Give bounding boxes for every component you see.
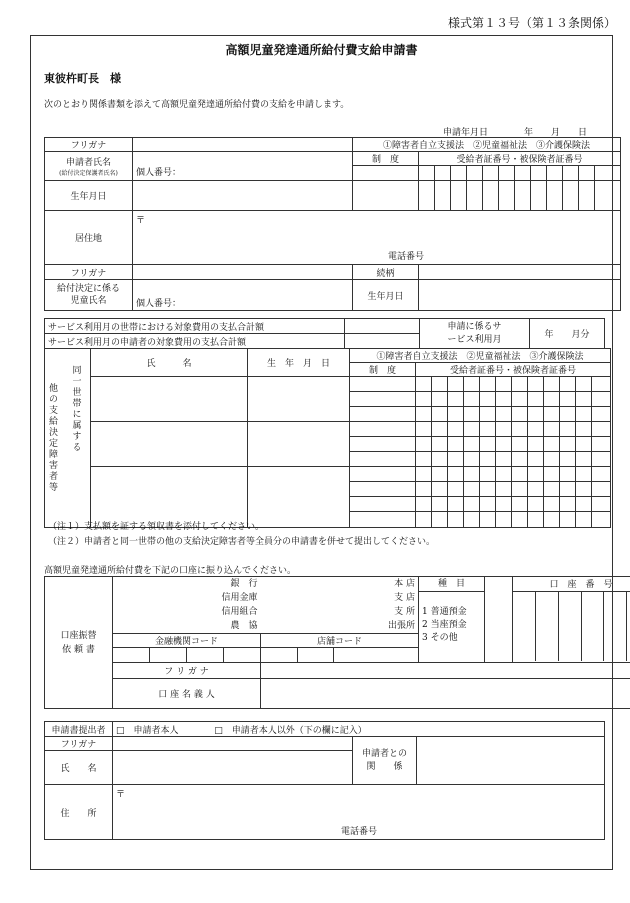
- member-birth-header: 生 年 月 日: [248, 349, 350, 377]
- submitter-other-checkbox[interactable]: □ 申請者本人以外（下の欄に記入）: [214, 725, 367, 736]
- notes: [48, 520, 435, 550]
- holder-furigana-field[interactable]: [261, 663, 630, 679]
- applicant-total-label: サービス利用月の申請者の対象費用の支払合計額: [45, 334, 345, 349]
- submitter-name-label: 氏 名: [45, 751, 113, 785]
- submitter-label: 申請書提出者: [45, 722, 113, 737]
- submitter-relation-label: 申請者との 関 係: [353, 737, 417, 785]
- submitter-furigana-field[interactable]: [113, 737, 353, 751]
- addressee: 東彼杵町長 様: [44, 72, 121, 85]
- account-holder-field[interactable]: [261, 679, 630, 709]
- branch-type-list[interactable]: 本 店 支 店 支 所 出張所: [261, 577, 419, 634]
- submitter-address-label: 住 所: [45, 785, 113, 840]
- account-number-header: 口 座 番 号: [513, 577, 630, 591]
- submitter-address-field[interactable]: 〒 電話番号: [113, 785, 605, 840]
- applicant-table: [44, 137, 621, 311]
- intro-text: 次のとおり関係書類を添えて高額児童発達通所給付費の支給を申請します。: [44, 100, 350, 110]
- member-system-header: 制 度: [350, 363, 416, 377]
- account-category[interactable]: 種 目 1 普通預金 2 当座預金 3 その他: [419, 577, 485, 663]
- totals-table: [44, 318, 605, 349]
- birth-field[interactable]: [133, 181, 353, 211]
- form-reference: 様式第１３号（第１３条関係）: [448, 16, 617, 30]
- application-date: 申請年月日 年 月 日: [443, 128, 588, 138]
- child-birth-field[interactable]: [419, 280, 621, 311]
- submitter-self-checkbox[interactable]: □ 申請者本人: [116, 725, 179, 736]
- other-members-label: 他の支給決定障害者等: [45, 349, 69, 528]
- submitter-furigana-label: フリガナ: [45, 737, 113, 751]
- submitter-relation-field[interactable]: [417, 737, 605, 785]
- furigana-field[interactable]: [133, 138, 353, 152]
- account-category-spacer: [485, 577, 513, 663]
- child-furigana-label: フリガナ: [45, 265, 133, 280]
- cert-number-header: 受給者証番号・被保険者証番号: [419, 152, 621, 166]
- institution-code-label: 金融機関コード: [113, 634, 261, 648]
- address-field[interactable]: 〒 電話番号: [133, 211, 621, 265]
- household-members-table: [44, 348, 611, 528]
- relation-label: 続柄: [353, 265, 419, 280]
- service-month-label: 申請に係るサ ービス利用月: [420, 319, 530, 349]
- household-total-field[interactable]: [345, 319, 420, 334]
- household-total-label: サービス利用月の世帯における対象費用の支払合計額: [45, 319, 345, 334]
- birth-label: 生年月日: [45, 181, 133, 211]
- member-law-header: ①障害者自立支援法 ②児童福祉法 ③介護保険法: [350, 349, 611, 363]
- bank-transfer-label: 口座振替 依 頼 書: [45, 577, 113, 709]
- applicant-total-field[interactable]: [345, 334, 420, 349]
- bank-table: [44, 576, 630, 709]
- note-1: （注１）支払額を証する領収書を添付してください。: [48, 522, 265, 532]
- member-name-header: 氏 名: [91, 349, 248, 377]
- submitter-options[interactable]: [113, 722, 605, 737]
- form-title: 高額児童発達通所給付費支給申請書: [225, 43, 418, 57]
- furigana-label: フリガナ: [45, 138, 133, 152]
- service-month-field[interactable]: 年 月分: [530, 319, 605, 349]
- submitter-name-field[interactable]: [113, 751, 353, 785]
- child-birth-label: 生年月日: [353, 280, 419, 311]
- holder-furigana-label: フ リ ガ ナ: [113, 663, 261, 679]
- account-holder-label: 口 座 名 義 人: [113, 679, 261, 709]
- bank-type-list[interactable]: 銀 行 信用金庫 信用組合 農 協: [113, 577, 261, 634]
- branch-code-label: 店舗コード: [261, 634, 419, 648]
- system-header: 制 度: [353, 152, 419, 166]
- member-cert-header: 受給者証番号・被保険者証番号: [416, 363, 611, 377]
- note-2: （注２）申請者と同一世帯の他の支給決定障害者等全員分の申請書を併せて提出してください。: [48, 537, 436, 547]
- child-furigana-field[interactable]: [133, 265, 353, 280]
- child-name-field[interactable]: 個人番号：: [133, 280, 353, 311]
- submitter-table: [44, 721, 605, 840]
- bank-intro: 高額児童発達通所給付費を下記の口座に振り込んでください。: [44, 566, 297, 576]
- account-number[interactable]: [513, 577, 630, 663]
- law-header: ①障害者自立支援法 ②児童福祉法 ③介護保険法: [353, 138, 621, 152]
- child-name-label: 給付決定に係る 児童氏名: [45, 280, 133, 311]
- applicant-name-label: 申請者氏名 (給付決定保護者氏名): [45, 152, 133, 181]
- relation-field[interactable]: [419, 265, 621, 280]
- same-household-label: 同一世帯に属する: [69, 349, 91, 528]
- applicant-name-field[interactable]: 個人番号：: [133, 152, 353, 181]
- address-label: 居住地: [45, 211, 133, 265]
